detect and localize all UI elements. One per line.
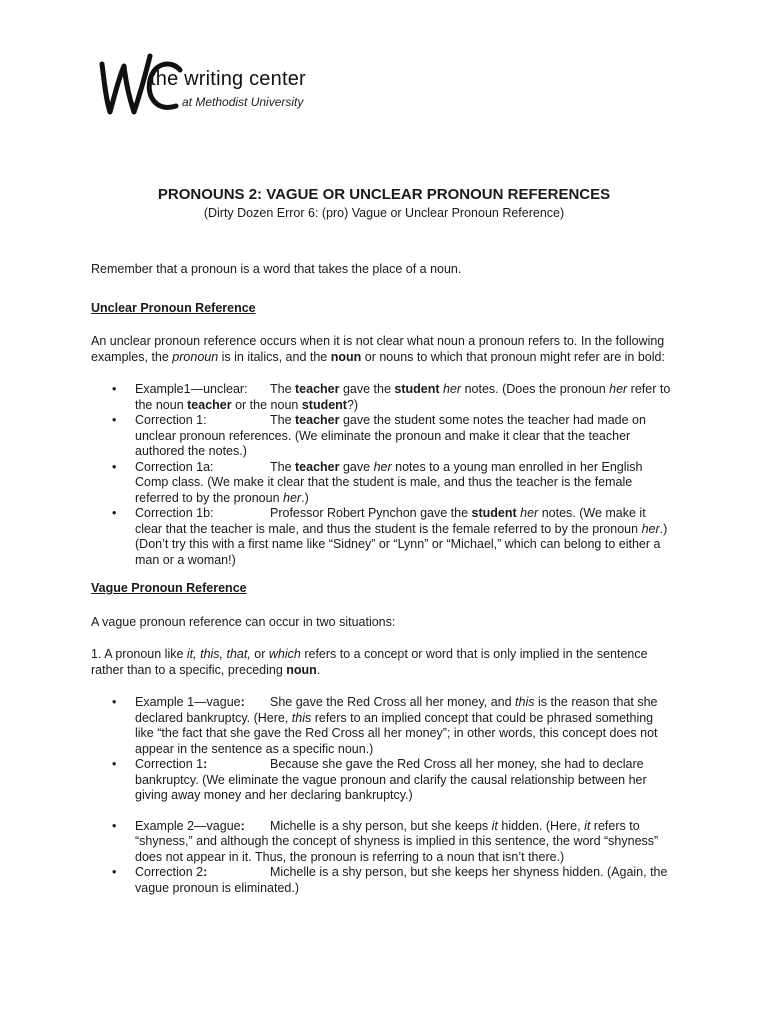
intro-text: Remember that a pronoun is a word that takes the place of a noun. xyxy=(91,262,462,276)
vague-intro: A vague pronoun reference can occur in two situations: xyxy=(91,615,396,629)
list-spacer xyxy=(91,804,691,819)
logo-name: the writing center xyxy=(150,68,306,90)
list-item: • Correction 1: The teacher gave the student some notes the teacher had made on unclear pronoun references. (We eliminate the pronoun and make it clear that the teacher authored the notes.) xyxy=(112,413,646,458)
vague-heading: Vague Pronoun Reference xyxy=(91,581,247,595)
vague-examples-list xyxy=(91,695,691,896)
list-item: • Correction 2: Michelle is a shy person, but she keeps her shyness hidden. (Again, the vague pronoun is eliminated.) xyxy=(112,865,668,895)
vague-point-1: 1. A pronoun like it, this, that, or which refers to a concept or word that is only implied in the sentence rather than to a specific, preceding noun. xyxy=(91,647,648,677)
bullet: • xyxy=(112,413,117,427)
unclear-description: An unclear pronoun reference occurs when it is not clear what noun a pronoun refers to. In the following examples, the pronoun is in italics, and the noun or nouns to which that pronoun might refer are in bold: xyxy=(91,334,665,364)
list-item: • Example 2—vague: Michelle is a shy person, but she keeps it hidden. (Here, it refers to “shyness,” and although the concept of shyness is implied in this sentence, the word “shyness” does not appear in it. Thus, the pronoun is referring to a noun that isn’t there.) xyxy=(112,818,659,864)
list-item: • Correction 1a: The teacher gave her notes to a young man enrolled in her English Comp class. (We make it clear that the student is male, and thus the teacher is the female referred to by the pronoun her.) xyxy=(112,459,643,505)
bullet: • xyxy=(112,459,117,474)
bullet: • xyxy=(112,865,117,879)
unclear-heading: Unclear Pronoun Reference xyxy=(91,301,256,315)
bullet: • xyxy=(112,695,117,709)
page-title: PRONOUNS 2: VAGUE OR UNCLEAR PRONOUN REFERENCES xyxy=(157,186,611,203)
unclear-examples-list xyxy=(91,382,691,568)
list-item: • Example1—unclear: The teacher gave the student her notes. (Does the pronoun her refer to the noun teacher or the noun student?) xyxy=(112,382,671,412)
list-item: • Example 1—vague: She gave the Red Cross all her money, and this is the reason that she declared bankruptcy. (Here, this refers to an implied concept that could be phrased something like “the fact that she gave the Red Cross all her money”; in other words, this concept does not appear in the sentence as a specific noun.) xyxy=(112,695,658,756)
page-subtitle: (Dirty Dozen Error 6: (pro) Vague or Unclear Pronoun Reference) xyxy=(203,206,565,220)
list-item: • Correction 1: Because she gave the Red Cross all her money, she had to declare bankruptcy. (We eliminate the vague pronoun and clarify the causal relationship between her giving away money and her declaring bankruptcy.) xyxy=(112,757,647,802)
logo-subtitle: at Methodist University xyxy=(182,95,304,109)
list-item: • Correction 1b: Professor Robert Pynchon gave the student her notes. (We make it clear that the teacher is male, and thus the student is the female referred to by the pronoun her.) (Don’t try this with a first name like “Sidney” or “Lynn” or “Michael,” which can belong to either a man or a woman!) xyxy=(112,506,668,567)
bullet: • xyxy=(112,382,117,396)
bullet: • xyxy=(112,506,117,520)
bullet: • xyxy=(112,757,117,771)
bullet: • xyxy=(112,818,117,833)
